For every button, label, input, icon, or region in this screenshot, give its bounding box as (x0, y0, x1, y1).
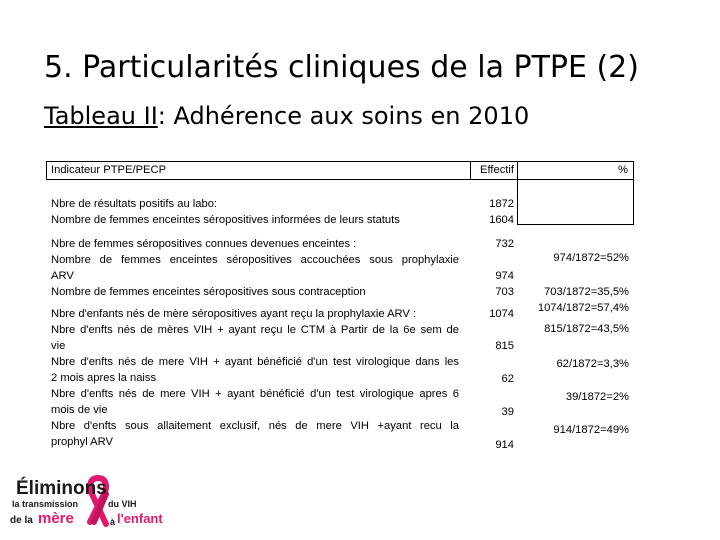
pct-test-6months: 39/1872=2% (565, 391, 629, 403)
count-became-pregnant: 732 (495, 238, 514, 250)
row-children-ctm-cont: vie (51, 340, 66, 352)
logo-line3d: l'enfant (117, 511, 163, 526)
row-test-6months-cont: mois de vie (51, 404, 108, 416)
pct-column-left-border (517, 179, 518, 225)
row-test-6months: Nbre d'enfts nés de mere VIH + ayant bénéficié d'un test virologique apres 6 (51, 388, 459, 400)
header-indicator: Indicateur PTPE/PECP (51, 164, 167, 176)
count-lab-positive: 1872 (489, 198, 514, 210)
header-effectif: Effectif (480, 164, 514, 176)
slide-title: 5. Particularités cliniques de la PTPE (2) (44, 50, 639, 85)
count-contraception: 703 (495, 286, 514, 298)
logo-line3b: mère (38, 510, 74, 527)
pct-delivered-arv: 974/1872=52% (553, 252, 629, 264)
logo-line2a: la transmission (12, 499, 79, 509)
logo-line2b: du VIH (108, 499, 137, 509)
count-test-6months: 39 (501, 406, 514, 418)
count-children-arv: 1074 (489, 308, 514, 320)
count-test-2months: 62 (501, 373, 514, 385)
pct-breastfeeding: 914/1872=49% (553, 424, 629, 436)
row-breastfeeding-cont: prophyl ARV (51, 436, 113, 448)
pct-contraception: 703/1872=35,5% (544, 286, 629, 298)
row-breastfeeding: Nbre d'enfts sous allaitement exclusif, nés de mere VIH +ayant recu la (51, 420, 459, 432)
pct-children-arv: 1074/1872=57,4% (537, 302, 629, 314)
count-delivered-arv: 974 (495, 270, 514, 282)
row-delivered-arv: Nombre de femmes enceintes séropositives accouchées sous prophylaxie (51, 254, 459, 266)
table-subtitle (44, 102, 529, 130)
row-informed-women: Nombre de femmes enceintes séropositives informées de leurs statuts (51, 214, 400, 226)
pct-column-right-border (633, 179, 634, 225)
logo-line3a: de la (10, 515, 33, 526)
row-delivered-arv-cont: ARV (51, 270, 74, 282)
pct-column-bottom-border (517, 224, 634, 225)
logo-line3c: à (110, 517, 116, 527)
count-informed-women: 1604 (489, 214, 514, 226)
awareness-ribbon-icon (8, 472, 163, 532)
row-contraception: Nombre de femmes enceintes séropositives sous contraception (51, 286, 366, 298)
header-pct: % (618, 164, 628, 176)
logo-line1: Éliminons (16, 478, 107, 499)
subtitle-table-ref: Tableau II (44, 102, 158, 130)
count-breastfeeding: 914 (495, 439, 514, 451)
row-test-2months: Nbre d'enfts nés de mere VIH + ayant bénéficié d'un test virologique dans les (51, 356, 459, 368)
pct-test-2months: 62/1872=3,3% (556, 358, 629, 370)
subtitle-text: : Adhérence aux soins en 2010 (157, 102, 530, 130)
row-children-ctm: Nbre d'enfts nés de mères VIH + ayant reçu le CTM à Partir de la 6e sem de (51, 324, 459, 336)
adherence-table (46, 161, 634, 454)
count-children-ctm: 815 (495, 340, 514, 352)
row-test-2months-cont: 2 mois apres la naiss (51, 372, 157, 384)
campaign-logo (8, 472, 163, 532)
row-children-arv: Nbre d'enfants nés de mère séropositives ayant reçu la prophylaxie ARV : (51, 308, 417, 320)
row-became-pregnant: Nbre de femmes séropositives connues devenues enceintes : (51, 238, 357, 250)
pct-children-ctm: 815/1872=43,5% (544, 323, 629, 335)
row-lab-positive: Nbre de résultats positifs au labo: (51, 198, 218, 210)
